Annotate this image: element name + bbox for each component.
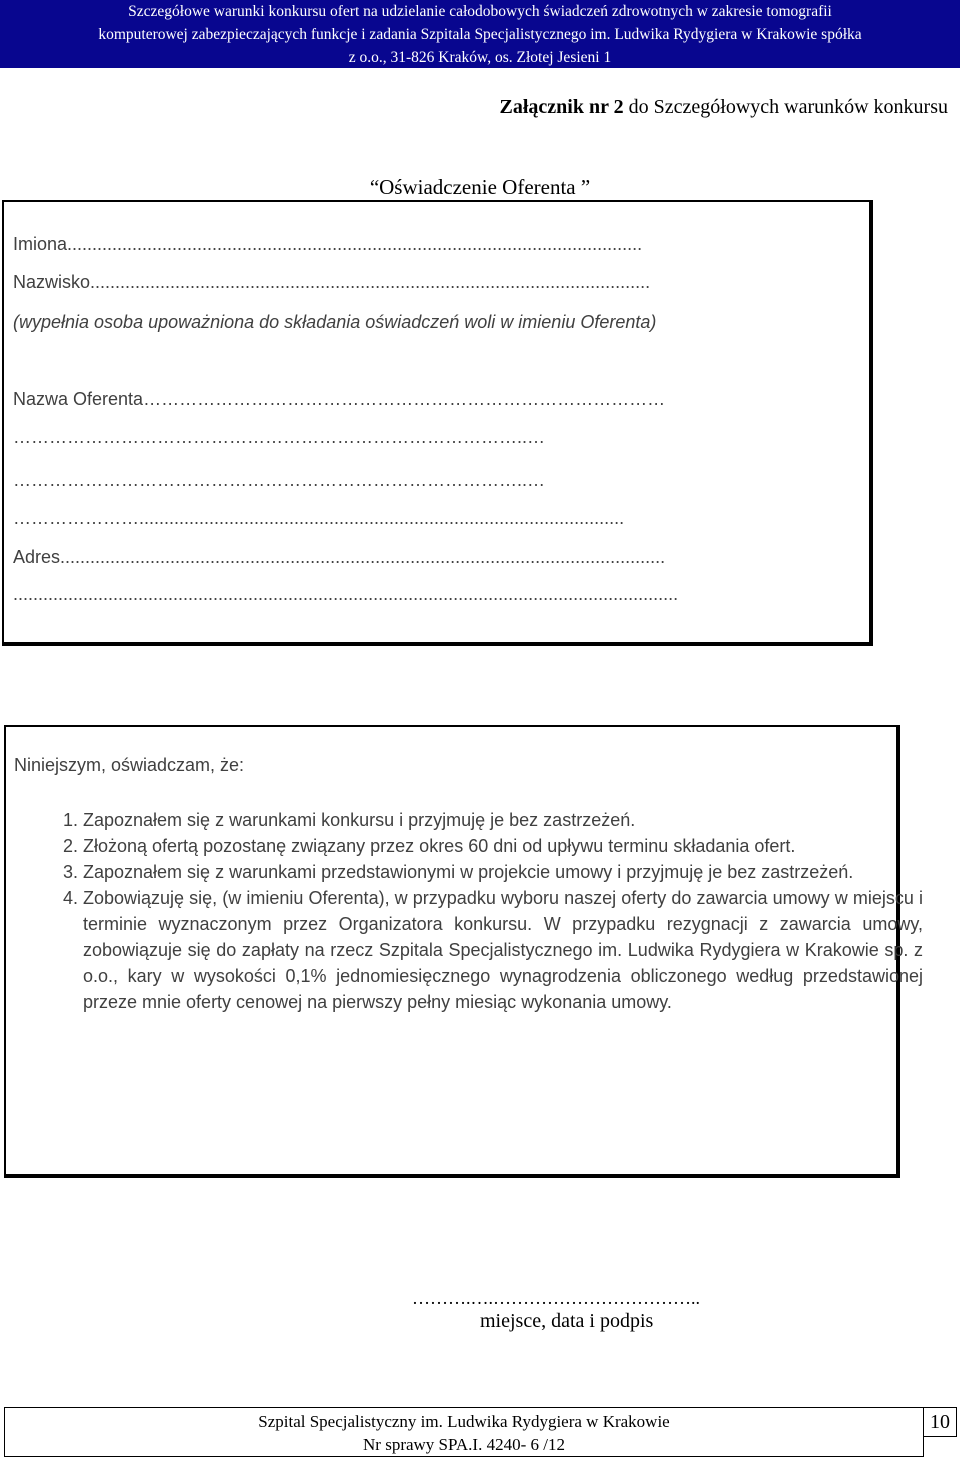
document-footer — [4, 1407, 924, 1457]
declaration-item-1: 1. Zapoznałem się z warunkami konkursu i przyjmuję je bez zastrzeżeń. — [83, 807, 923, 833]
offeror-name-dots-4[interactable]: …………………................................................................................................. — [13, 508, 625, 528]
document-header — [0, 0, 960, 68]
address-field[interactable]: Adres......................................................................................................................... — [13, 547, 666, 567]
declaration-item-2: 2. Złożoną ofertą pozostanę związany przez okres 60 dni od upływu terminu składania ofert. — [83, 833, 923, 859]
declaration-box — [4, 725, 923, 1178]
declaration-item-4: 4. Zobowiązuję się, (w imieniu Oferenta), w przypadku wyboru naszej oferty do zawarcia umowy w miejscu i terminie wyznaczonym przez Organizatora konkursu. W przypadku rezygnacji z zawarcia umowy, zobowiązuje się do zapłaty na rzecz Szpitala Specjalistycznego im. Ludwika Rydygiera w Krakowie sp. z o.o., kary w wysokości 0,1% jednomiesięcznego wynagrodzenia obliczonego według przedstawionej przeze mnie oferty cenowej na pierwszy pełny miesiąc wykonania umowy. — [83, 885, 923, 1015]
page-number: 10 — [924, 1407, 957, 1437]
header-line-2: komputerowej zabezpieczających funkcje i zadania Szpitala Specjalistycznego im. Ludwika Rydygiera w Krakowie spółka — [98, 26, 862, 43]
offeror-name-dots-2[interactable]: …………………………………………………………………………..… — [13, 427, 546, 447]
attachment-rest: do Szczegółowych warunków konkursu — [623, 96, 948, 118]
first-names-field[interactable]: Imiona................................................................................................................... — [13, 234, 643, 254]
offeror-name-label: Nazwa Oferenta — [13, 389, 144, 409]
offeror-name-dots-1: …………………………………………………………………………… — [143, 389, 666, 409]
address-field-2[interactable]: ..................................................................................................................................... — [13, 584, 679, 604]
declaration-intro: Niniejszym, oświadczam, że: — [14, 755, 245, 775]
attachment-number: Załącznik nr 2 — [499, 96, 624, 118]
declaration-item-3: 3. Zapoznałem się z warunkami przedstawionymi w projekcie umowy i przyjmuję je bez zastrzeżeń. — [83, 859, 923, 885]
surname-field[interactable]: Nazwisko................................................................................................................ — [13, 272, 651, 292]
signature-label: miejsce, data i podpis — [480, 1310, 654, 1332]
footer-case-number: Nr sprawy SPA.I. 4240- 6 /12 — [363, 1435, 565, 1454]
declaration-list — [51, 807, 923, 1015]
offeror-name-row[interactable] — [13, 389, 665, 410]
fill-note: (wypełnia osoba upoważniona do składania oświadczeń woli w imieniu Oferenta) — [13, 312, 657, 332]
header-line-1: Szczegółowe warunki konkursu ofert na udzielanie całodobowych świadczeń zdrowotnych w zakresie tomografii — [128, 3, 832, 20]
declaration-title: “Oświadczenie Oferenta ” — [369, 175, 591, 199]
offeror-name-dots-3[interactable]: …………………………………………………………………………..… — [13, 470, 546, 490]
offeror-data-box — [2, 200, 873, 646]
attachment-label — [500, 96, 948, 119]
header-line-3: z o.o., 31-826 Kraków, os. Złotej Jesieni 1 — [348, 49, 612, 66]
signature-line[interactable]: ……….….…………………………….. — [412, 1288, 700, 1308]
footer-hospital: Szpital Specjalistyczny im. Ludwika Rydygiera w Krakowie — [258, 1412, 670, 1431]
